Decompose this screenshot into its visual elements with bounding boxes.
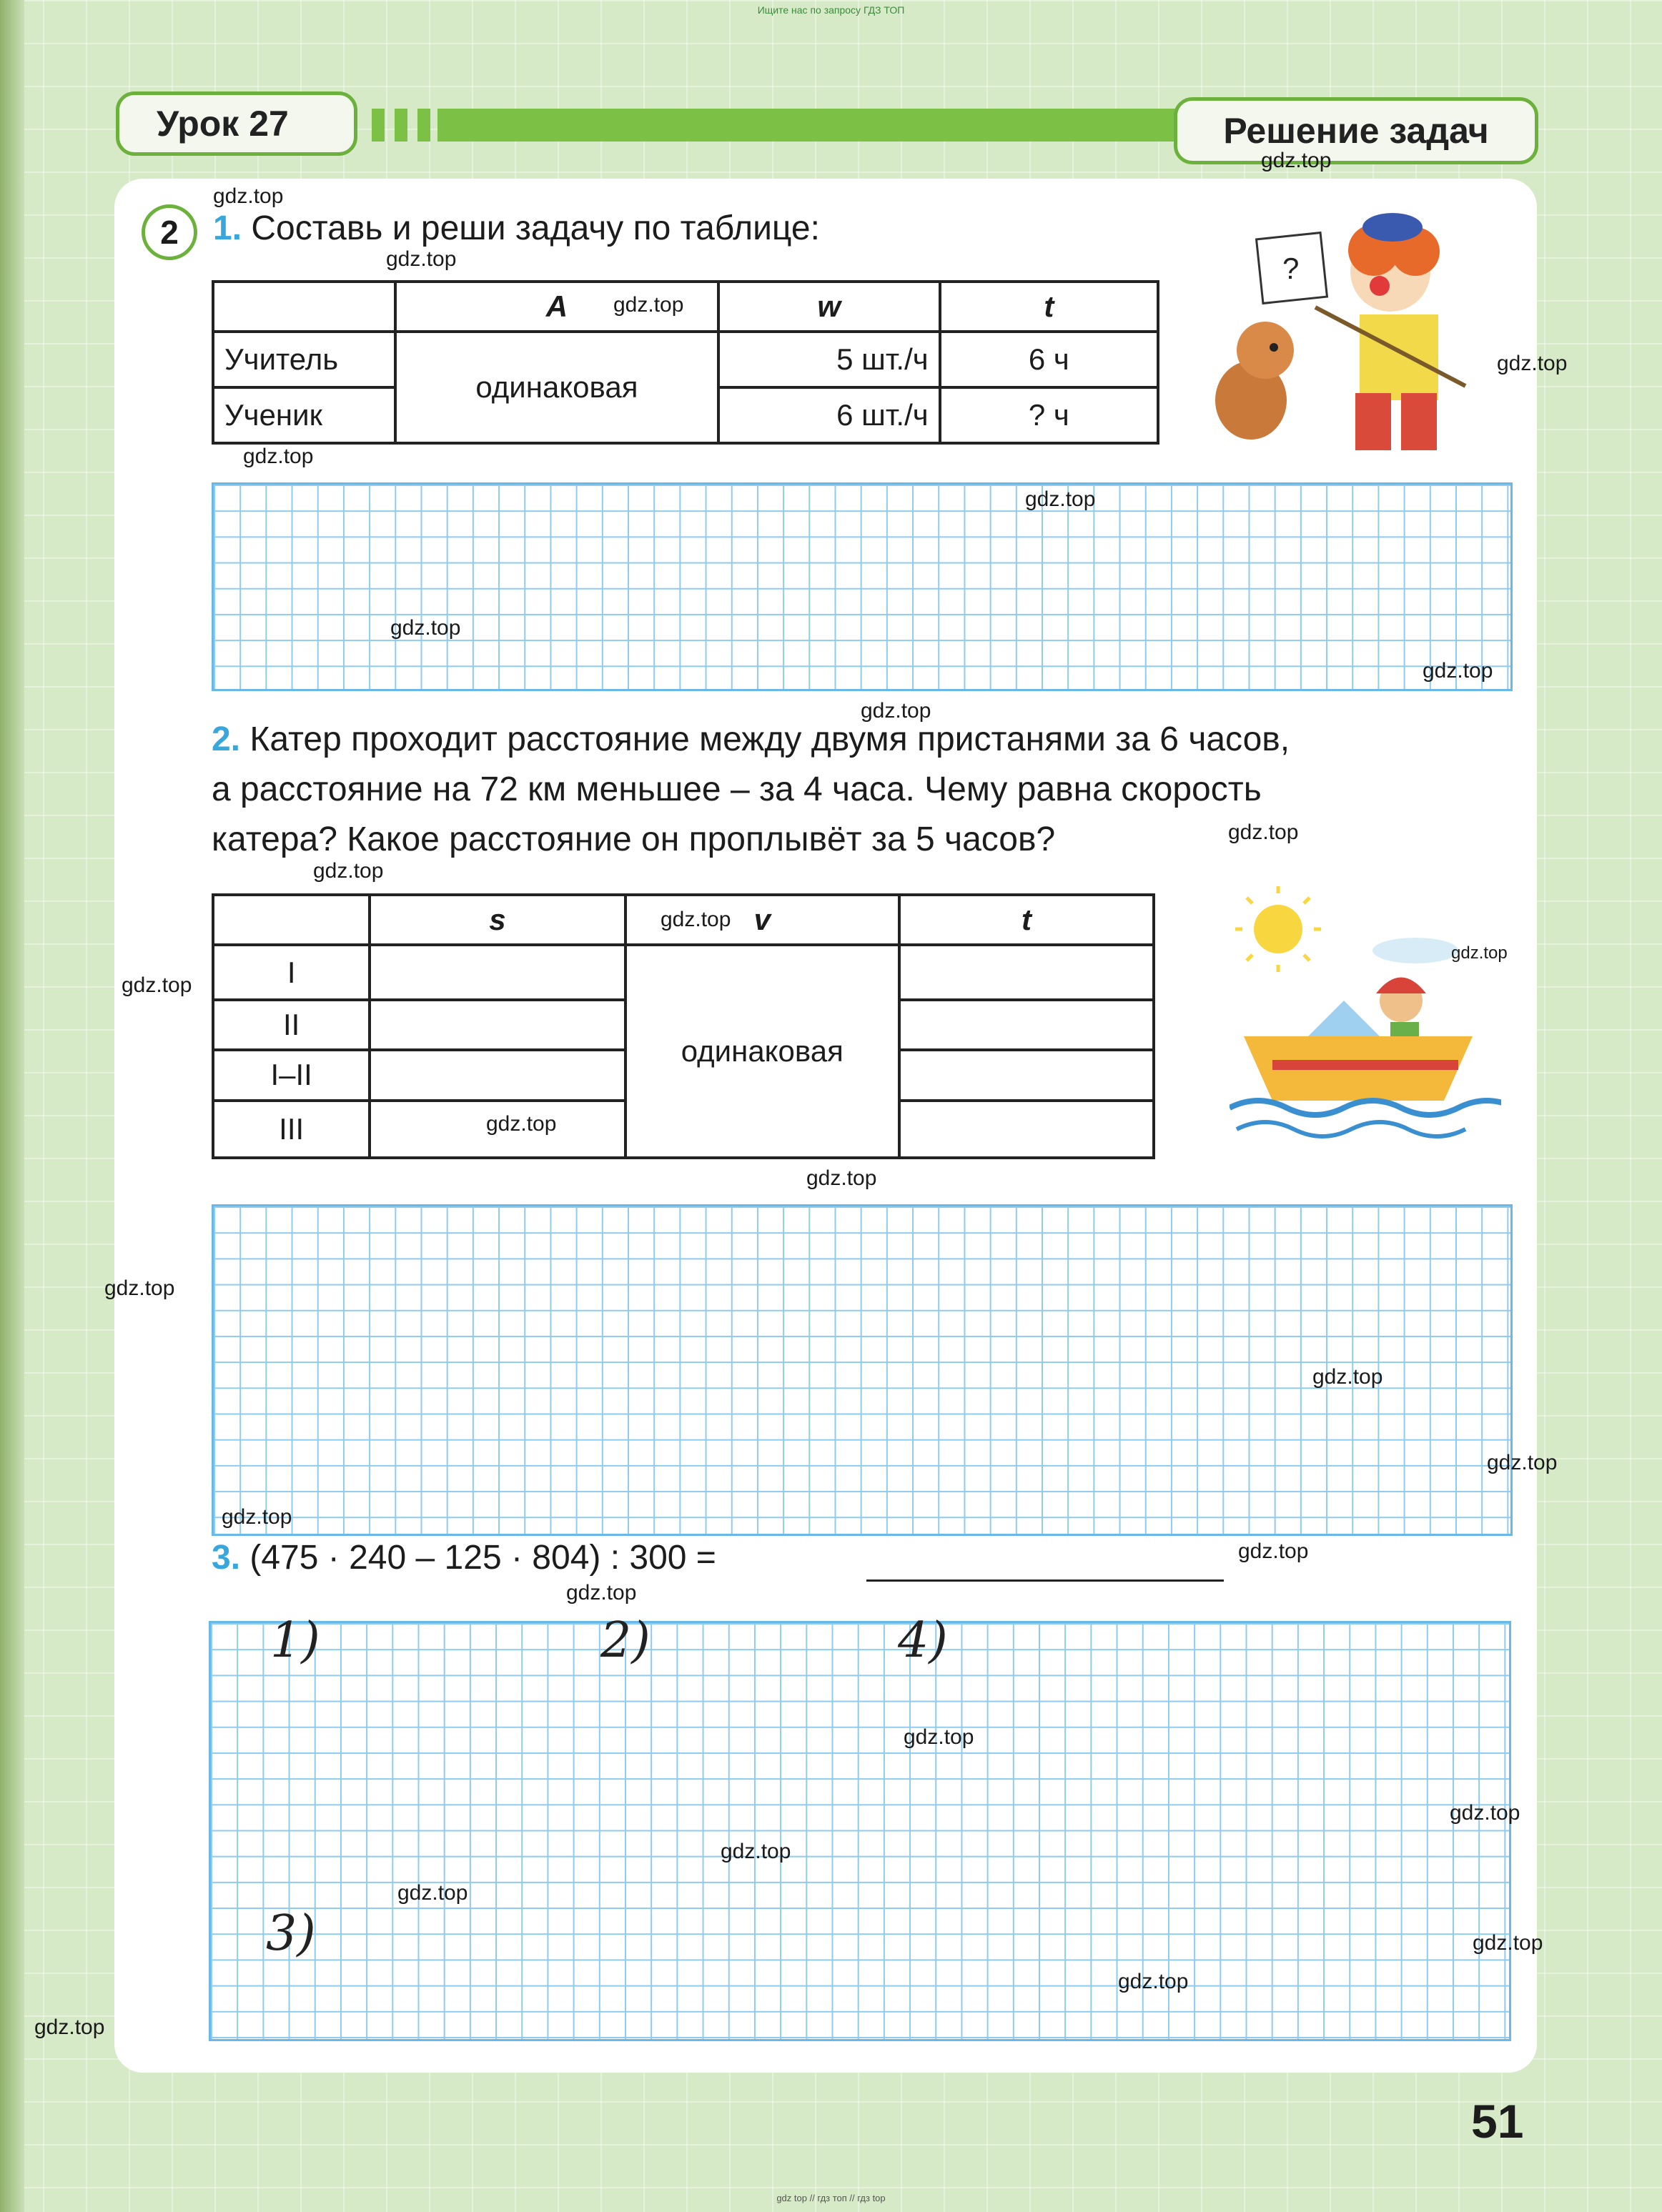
task1-header-A: A	[395, 282, 718, 332]
watermark: gdz.top	[1473, 1931, 1543, 1955]
watermark: gdz.top	[1487, 1451, 1558, 1474]
watermark: gdz.top	[1025, 487, 1096, 511]
watermark: gdz.top	[1451, 943, 1508, 963]
task2-row-I: I	[213, 945, 370, 999]
task2-header-s: s	[370, 895, 625, 945]
task2-cell-s-3	[370, 1050, 625, 1100]
task1-text: Составь и реши задачу по таблице:	[251, 209, 820, 247]
grid-task3[interactable]	[209, 1621, 1511, 2041]
task2-cell-t-2	[899, 1000, 1154, 1050]
task2-merged-v: одинаковая	[625, 945, 900, 1158]
task2-header-t: t	[899, 895, 1154, 945]
task2-row-I-II: I–II	[213, 1050, 370, 1100]
watermark: gdz.top	[904, 1725, 974, 1749]
task2-line-1: Катер проходит расстояние между двумя пристанями за 6 часов,	[249, 720, 1290, 758]
task1-student-w: 6 шт./ч	[718, 387, 940, 443]
watermark: gdz.top	[806, 1166, 877, 1190]
book-spine	[0, 0, 24, 2212]
handwritten-step-4: 4)	[898, 1612, 948, 1669]
task1-row-student: Ученик	[213, 387, 395, 443]
task3-expression: (475 · 240 – 125 · 804) : 300 =	[249, 1539, 716, 1577]
clown-illustration	[1208, 207, 1508, 457]
watermark: gdz.top	[566, 1581, 637, 1605]
header-stripes	[372, 109, 440, 142]
task3-statement	[212, 1533, 716, 1583]
task1-header-w: w	[718, 282, 940, 332]
clown-sign-text: ?	[1282, 252, 1300, 285]
task1-header-t: t	[940, 282, 1158, 332]
watermark: gdz.top	[1450, 1801, 1520, 1825]
task1-teacher-t: 6 ч	[940, 332, 1158, 387]
task2-line-3: катера? Какое расстояние он проплывёт за 5 часов?	[212, 820, 1056, 858]
topic-label: Решение задач	[1174, 97, 1538, 164]
grid-task1[interactable]	[212, 482, 1513, 691]
watermark: gdz.top	[243, 445, 314, 468]
header-bar	[437, 109, 1181, 142]
task2-line-2: а расстояние на 72 км меньшее – за 4 часа. Чему равна скорость	[212, 770, 1262, 808]
watermark: gdz.top	[386, 247, 457, 271]
page-number: 51	[1471, 2095, 1524, 2148]
task2-header-empty	[213, 895, 370, 945]
watermark: gdz.top	[390, 616, 461, 640]
watermark: gdz.top	[721, 1840, 791, 1863]
task2-statement	[212, 715, 1520, 865]
watermark: gdz.top	[1261, 149, 1332, 172]
task2-cell-s-1	[370, 945, 625, 999]
watermark: gdz.top	[861, 699, 931, 723]
task2-row-II: II	[213, 1000, 370, 1050]
task2-row-III: III	[213, 1101, 370, 1158]
task1-header-empty	[213, 282, 395, 332]
handwritten-step-2: 2)	[600, 1612, 651, 1669]
watermark: gdz.top	[1238, 1539, 1309, 1563]
watermark: gdz.top	[1423, 659, 1493, 683]
watermark: gdz.top	[1118, 1970, 1189, 1993]
watermark: gdz.top	[1497, 352, 1568, 375]
task2-cell-t-1	[899, 945, 1154, 999]
watermark: gdz.top	[222, 1505, 292, 1529]
watermark: gdz.top	[313, 859, 384, 883]
watermark: gdz.top	[1228, 820, 1299, 844]
boat-illustration	[1230, 886, 1501, 1172]
watermark: gdz.top	[213, 184, 284, 208]
task1-statement	[213, 204, 820, 254]
watermark: gdz.top	[486, 1112, 557, 1136]
task1-teacher-w: 5 шт./ч	[718, 332, 940, 387]
task2-number: 2.	[212, 720, 241, 758]
task1-row-teacher: Учитель	[213, 332, 395, 387]
watermark: gdz.top	[34, 2015, 105, 2039]
lesson-label: Урок 27	[116, 91, 357, 156]
handwritten-step-3: 3)	[266, 1905, 316, 1962]
task2-cell-t-4	[899, 1101, 1154, 1158]
task1-table	[212, 280, 1159, 445]
task2-cell-t-3	[899, 1050, 1154, 1100]
watermark: gdz.top	[1312, 1365, 1383, 1389]
watermark: gdz.top	[397, 1881, 468, 1905]
task2-header-v: v	[625, 895, 900, 945]
task1-number: 1.	[213, 209, 242, 247]
watermark: gdz.top	[104, 1276, 175, 1300]
watermark: gdz.top	[613, 293, 684, 317]
task1-merged-A: одинаковая	[395, 332, 718, 443]
top-note: Ищите нас по запросу ГДЗ ТОП	[757, 4, 905, 16]
difficulty-level: 2	[142, 204, 197, 260]
task2-table	[212, 893, 1155, 1159]
task1-student-t: ? ч	[940, 387, 1158, 443]
watermark: gdz.top	[122, 973, 192, 997]
bottom-note: gdz top // гдз топ // гдз top	[776, 2193, 886, 2203]
handwritten-step-1: 1)	[270, 1612, 320, 1669]
task2-cell-s-2	[370, 1000, 625, 1050]
task3-number: 3.	[212, 1539, 241, 1577]
watermark: gdz.top	[661, 908, 731, 931]
task3-answer-line[interactable]	[866, 1579, 1224, 1582]
